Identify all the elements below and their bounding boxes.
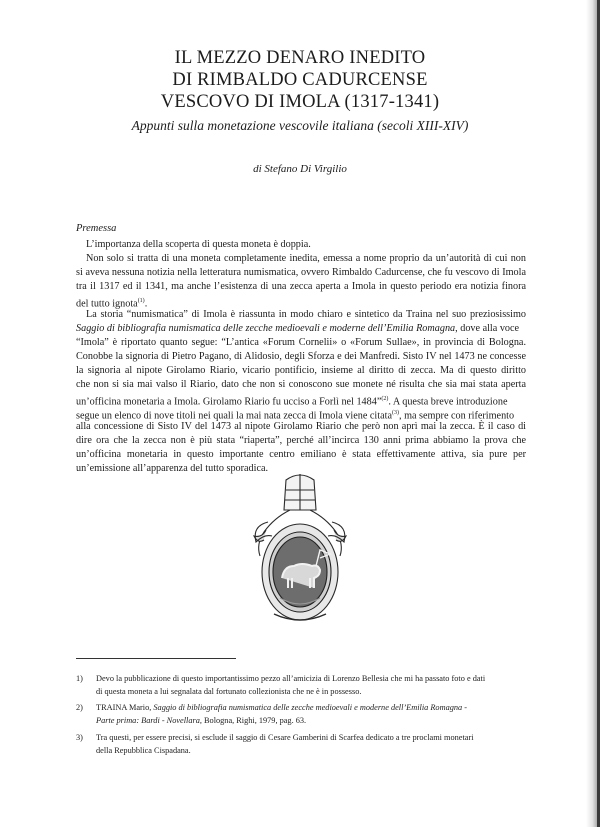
section-heading: Premessa (76, 223, 117, 234)
footnote-ref: (3) (391, 410, 399, 416)
body-line: un’officina monetaria in questo importante centro emiliano è stata effettivamente attiva, sia pure per (76, 449, 526, 460)
footnote-author: TRAINA Mario, (96, 703, 154, 712)
footnote-number: 3) (76, 733, 83, 742)
body-line: alla concessione di Sisto IV del 1473 al nipote Girolamo Riario che però non aprì mai la zecca. È il caso di (76, 421, 526, 432)
body-line: la signoria al nipote Girolamo Riario, vicario pontificio, insieme al diritto di zecca. Ma di questo diritto (76, 365, 526, 376)
body-text: , dove alla voce (455, 323, 520, 334)
body-text: un’officina monetaria a Imola. Girolamo Riario fu ucciso a Forlì nel 1484” (76, 396, 382, 408)
subtitle: Appunti sulla monetazione vescovile italiana (secoli XIII-XIV) (131, 118, 469, 133)
body-line: dire ora che la zecca non è più stata “riaperta”, perché all’incirca 130 anni prima abbiamo la prova che (76, 435, 526, 446)
body-line: che non si sia mai valso il Riario, dato che non si conoscono sue monete né risulta che sia mai stata aperta (76, 379, 526, 390)
footnote-text (96, 714, 306, 727)
body-line: L’importanza della scoperta di questa moneta è doppia. (86, 239, 311, 250)
author-byline: di Stefano Di Virgilio (253, 163, 347, 175)
footnote-publication: , Bologna, Righi, 1979, pag. 63. (199, 716, 307, 725)
footnote-text: della Repubblica Cispadana. (96, 746, 191, 755)
footnote-number: 2) (76, 703, 83, 712)
body-text: . (144, 298, 148, 310)
footnote-book-title: Parte prima: Bardi - Novellara (96, 716, 200, 725)
body-line: “Imola” è riportato quanto segue: “L’antica «Forum Cornelii» o «Forum Sullae», in provincia di Bologna. (76, 337, 526, 348)
book-title: Saggio di bibliografia numismatica delle zecche medioevali e moderne dell’Emilia Romagna (76, 323, 456, 334)
footnote-ref: (1) (137, 298, 145, 304)
footnote-number: 1) (76, 674, 83, 683)
body-text: segue un elenco di nove titoli nei quali la mai nata zecca di Imola viene citata (76, 410, 392, 422)
title-line-3: VESCOVO DI IMOLA (1317-1341) (160, 92, 440, 112)
body-text: del tutto ignota (76, 298, 138, 310)
body-line: La storia “numismatica” di Imola è riassunta in modo chiaro e sintetico da Traina nel suo preziosissimo (86, 309, 526, 320)
body-line: Non solo si tratta di una moneta completamente inedita, emessa a nome proprio da un’autorità di cui non (86, 253, 526, 264)
footnote-book-title: Saggio di bibliografia numismatica delle zecche medioevali e moderne dell’Emilia Romagna - (153, 703, 467, 712)
footnote-text: Tra questi, per essere precisi, si esclude il saggio di Cesare Gamberini di Scarfea dedicato a tre proclami monetari (96, 733, 474, 742)
body-line: Conobbe la signoria di Pietro Pagano, di Alidosio, degli Sforza e dei Manfredi. Sisto IV nel 1473 ne concesse (76, 351, 526, 362)
title-line-2: DI RIMBALDO CADURCENSE (172, 70, 428, 90)
body-line: si aveva nessuna notizia nella letteratura numismatica, ovvero Rimbaldo Cadurcense, che fu vescovo di Imola (76, 267, 526, 278)
body-text: , ma sempre con riferimento (398, 410, 515, 422)
footnote-text: Devo la pubblicazione di questo importantissimo pezzo all’amicizia di Lorenzo Bellesia che mi ha passato foto e dati (96, 674, 486, 683)
coat-of-arms-illustration (234, 470, 366, 630)
footnote-text: di questa moneta a lui segnalata dal fortunato collezionista che ne è in possesso. (96, 687, 362, 696)
body-line: tra il 1317 ed il 1341, ma anche l’esistenza di una zecca aperta a Imola in questo periodo era notizia finora (76, 281, 526, 292)
footnote-ref: (2) (381, 396, 389, 402)
title-line-1: IL MEZZO DENARO INEDITO (174, 48, 426, 68)
footnote-text (96, 701, 467, 714)
body-line: un’emissione all’apparenza del tutto sporadica. (76, 463, 269, 474)
footnote-separator (76, 658, 236, 659)
body-text: . A questa breve introduzione (388, 396, 508, 408)
body-line (76, 322, 526, 336)
